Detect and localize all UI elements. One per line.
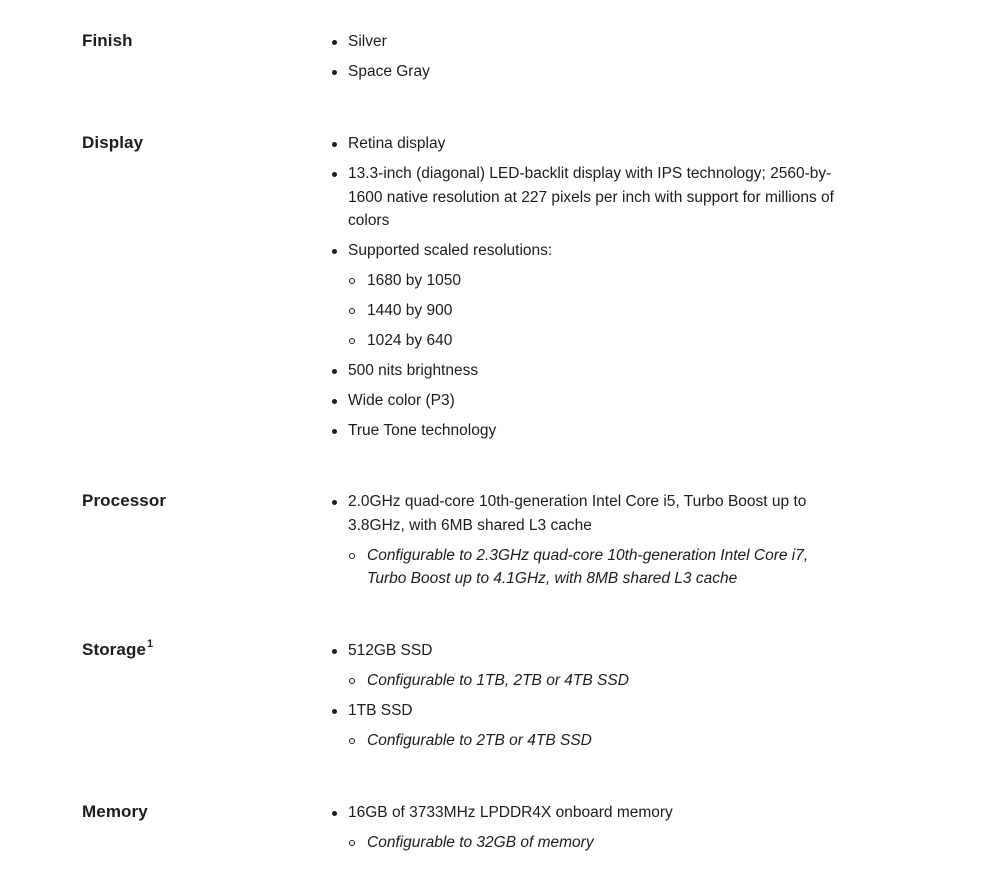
spec-item-with-sublist <box>330 699 840 753</box>
spec-item-text: Supported scaled resolutions: <box>348 242 553 259</box>
sub-item: Configurable to 1TB, 2TB or 4TB SSD <box>348 669 840 693</box>
spec-item-with-sublist <box>330 239 840 353</box>
section-title-text: Storage <box>82 640 146 659</box>
section-title-storage <box>82 639 153 661</box>
spec-item: Wide color (P3) <box>330 389 840 413</box>
spec-item-with-sublist <box>330 490 840 591</box>
spec-item-text: 1TB SSD <box>348 702 413 719</box>
sub-item: 1440 by 900 <box>348 299 840 323</box>
sub-item: 1024 by 640 <box>348 329 840 353</box>
spec-item: Silver <box>330 30 840 54</box>
sub-list <box>348 269 840 353</box>
spec-item-with-sublist <box>330 801 840 855</box>
spec-list-memory <box>330 801 840 861</box>
sub-list <box>348 544 840 591</box>
section-title-memory: Memory <box>82 802 148 821</box>
spec-list-processor <box>330 490 840 597</box>
spec-item: True Tone technology <box>330 419 840 443</box>
sub-list <box>348 831 840 855</box>
sub-list <box>348 729 840 753</box>
spec-list-finish <box>330 30 840 90</box>
sub-item: Configurable to 2TB or 4TB SSD <box>348 729 840 753</box>
sub-list <box>348 669 840 693</box>
section-title-processor: Processor <box>82 491 167 510</box>
section-title-finish: Finish <box>82 31 133 50</box>
spec-list-storage <box>330 639 840 759</box>
spec-item-text: 16GB of 3733MHz LPDDR4X onboard memory <box>348 804 673 821</box>
footnote-marker[interactable]: 1 <box>147 638 154 651</box>
spec-item: Space Gray <box>330 60 840 84</box>
spec-item: Retina display <box>330 132 840 156</box>
spec-item-text: 2.0GHz quad-core 10th-generation Intel Core i5, Turbo Boost up to 3.8GHz, with 6MB shared L3 cache <box>348 493 807 534</box>
spec-list-display <box>330 132 840 449</box>
spec-item: 500 nits brightness <box>330 359 840 383</box>
sub-item: Configurable to 2.3GHz quad-core 10th-generation Intel Core i7, Turbo Boost up to 4.1GHz, with 8MB shared L3 cache <box>348 544 840 591</box>
spec-item: 13.3-inch (diagonal) LED-backlit display with IPS technology; 2560-by-1600 native resolution at 227 pixels per inch with support for millions of colors <box>330 162 840 233</box>
sub-item: 1680 by 1050 <box>348 269 840 293</box>
spec-item-text: 512GB SSD <box>348 642 433 659</box>
spec-item-with-sublist <box>330 639 840 693</box>
sub-item: Configurable to 32GB of memory <box>348 831 840 855</box>
section-title-display: Display <box>82 133 144 152</box>
